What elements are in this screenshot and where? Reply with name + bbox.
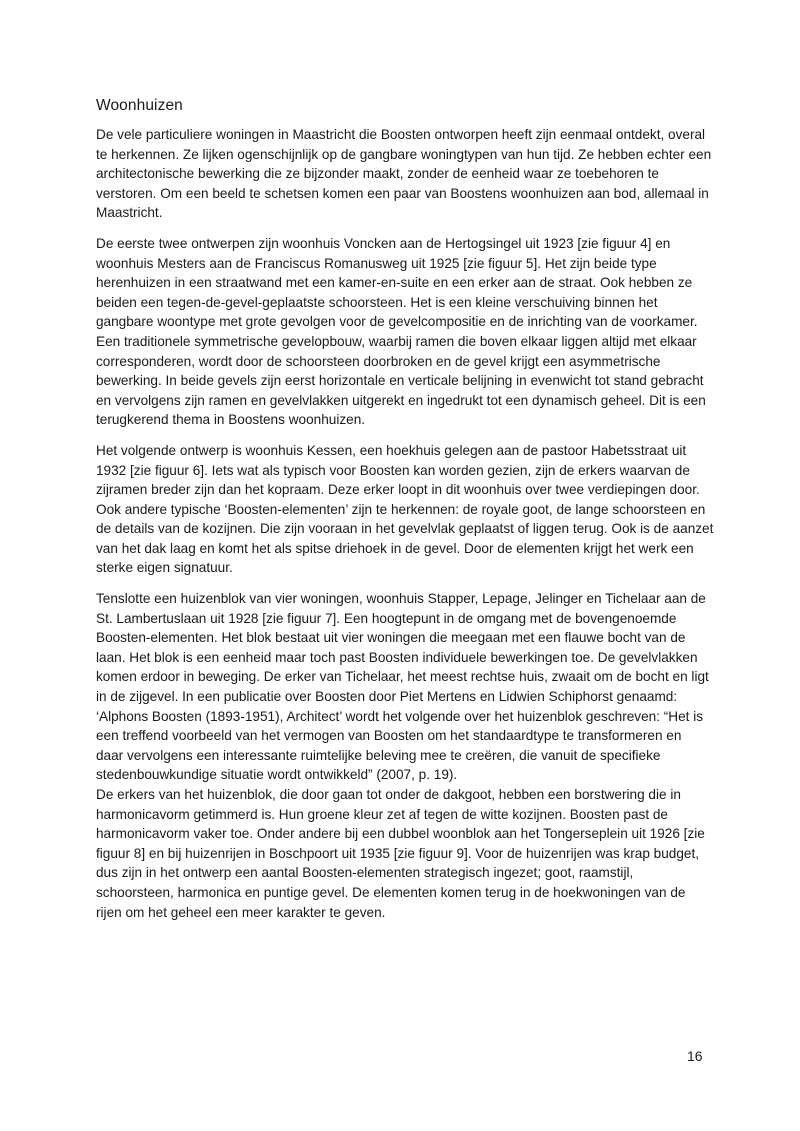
- text-line: herenhuizen in een straatwand met een kamer-en-suite en een erker aan de straat. Ook hebben ze: [96, 275, 693, 291]
- text-line: terugkerend thema in Boostens woonhuizen.: [96, 412, 366, 428]
- text-line: laan. Het blok is een eenheid maar toch past Boosten individuele bewerkingen toe. De gevelvlakken: [96, 649, 698, 665]
- paragraph: [96, 125, 710, 223]
- text-line: beiden een tegen-de-gevel-geplaatste schoorsteen. Het is een kleine verschuiving binnen het: [96, 294, 658, 310]
- text-line: Tenslotte een huizenblok van vier woningen, woonhuis Stapper, Lepage, Jelinger en Tichelaar aan de: [96, 591, 706, 607]
- document-page: [96, 96, 714, 922]
- text-line: De erkers van het huizenblok, die door gaan tot onder de dakgoot, hebben een borstwering die in: [96, 787, 681, 802]
- text-line: figuur 8] en bij huizenrijen in Boschpoort uit 1935 [zie figuur 9]. Voor de huizenrijen was krap budget,: [96, 845, 700, 861]
- text-line: stedenbouwkundige situatie wordt ontwikkeld” (2007, p. 19).: [96, 767, 458, 783]
- text-line: schoorsteen, harmonica en puntige gevel. De elementen komen terug in de hoekwoningen van de: [96, 884, 686, 900]
- text-line: Het volgende ontwerp is woonhuis Kessen, een hoekhuis gelegen aan de pastoor Habetsstraat uit: [96, 442, 687, 458]
- text-line: verstoren. Om een beeld te schetsen komen een paar van Boostens woonhuizen aan bod, allemaal in: [96, 185, 709, 201]
- text-line: 1932 [zie figuur 6]. Iets wat als typisch voor Boosten kan worden gezien, zijn de erkers waarvan de: [96, 462, 690, 478]
- text-line: harmonicavorm vaker toe. Onder andere bij een dubbel woonblok aan het Tongerseplein uit 1926 [zie: [96, 826, 705, 842]
- text-line: De eerste twee ontwerpen zijn woonhuis Voncken aan de Hertogsingel uit 1923 [zie figuur 4] en: [96, 235, 671, 251]
- section-heading: Woonhuizen: [96, 97, 183, 114]
- text-line: een treffend voorbeeld van het vermogen van Boosten om het standaardtype te transformeren en: [96, 728, 682, 744]
- text-line: ‘Alphons Boosten (1893-1951), Architect’ wordt het volgende over het huizenblok geschreven: “Het is: [96, 708, 704, 724]
- text-line: corresponderen, wordt door de schoorsteen doorbroken en de gevel krijgt een asymmetrische: [96, 353, 661, 369]
- text-line: de details van de kozijnen. Die zijn vooraan in het gevelvlak geplaatst of liggen terug. Ook is de aanzet: [96, 521, 714, 537]
- text-line: te herkennen. Ze lijken ogenschijnlijk op de gangbare woningtypen van hun tijd. Ze hebben echter een: [96, 146, 712, 162]
- text-line: De vele particuliere woningen in Maastricht die Boosten ontworpen heeft zijn eenmaal ontdekt, overal: [96, 127, 706, 142]
- text-line: Een traditionele symmetrische gevelopbouw, waarbij ramen die boven elkaar liggen altijd met elkaar: [96, 333, 697, 349]
- text-line: dus zijn in het ontwerp een aantal Boosten-elementen strategisch ingezet; goot, raamstijl,: [96, 865, 634, 881]
- text-line: St. Lambertuslaan uit 1928 [zie figuur 7]. Een hoogtepunt in de omgang met de bovengenoemde: [96, 610, 677, 626]
- text-line: in de zijgevel. In een publicatie over Boosten door Piet Mertens en Lidwien Schiphorst genaamd:: [96, 689, 678, 705]
- text-line: Maastricht.: [96, 205, 163, 221]
- text-line: sterke eigen signatuur.: [96, 560, 233, 576]
- paragraph: [96, 589, 710, 922]
- text-line: daar vervolgens een interessante ruimtelijke beleving mee te creëren, die vanuit de specifieke: [96, 747, 661, 763]
- text-line: zijramen breder zijn dan het kopraam. Deze erker loopt in dit woonhuis over twee verdiepingen door.: [96, 482, 700, 498]
- text-line: rijen om het geheel een meer karakter te geven.: [96, 904, 386, 920]
- text-line: architectonische bewerking die ze bijzonder maakt, zonder de eenheid waar ze toebehoren te: [96, 166, 659, 182]
- text-line: van het dak laag en komt het als spitse driehoek in de gevel. Door de elementen krijgt het werk een: [96, 540, 694, 556]
- text-line: Ook andere typische ‘Boosten-elementen’ zijn te herkennen: de royale goot, de lange schoorsteen en: [96, 501, 706, 517]
- text-line: harmonicavorm getimmerd is. Hun groene kleur zet af tegen de witte kozijnen. Boosten past de: [96, 806, 668, 822]
- paragraph: [96, 441, 714, 578]
- page-number: 16: [687, 1048, 703, 1064]
- text-line: gangbare woontype met grote gevolgen voor de gevelcompositie en de inrichting van de voorkamer.: [96, 314, 698, 330]
- paragraph: [96, 234, 710, 430]
- text-line: woonhuis Mesters aan de Franciscus Romanusweg uit 1925 [zie figuur 5]. Het zijn beide type: [96, 255, 657, 271]
- text-line: bewerking. In beide gevels zijn eerst horizontale en verticale belijning in evenwicht tot stand gebracht: [96, 373, 704, 389]
- body-text: [96, 125, 714, 922]
- text-line: komen erdoor in beweging. De erker van Tichelaar, het meest rechtse huis, zwaait om de bocht en ligt: [96, 669, 709, 685]
- text-line: Boosten-elementen. Het blok bestaat uit vier woningen die meegaan met een flauwe bocht van de: [96, 630, 686, 646]
- text-line: en vervolgens zijn ramen en gevelvlakken uitgerekt en ingedrukt tot een dynamisch geheel. Dit is een: [96, 392, 706, 408]
